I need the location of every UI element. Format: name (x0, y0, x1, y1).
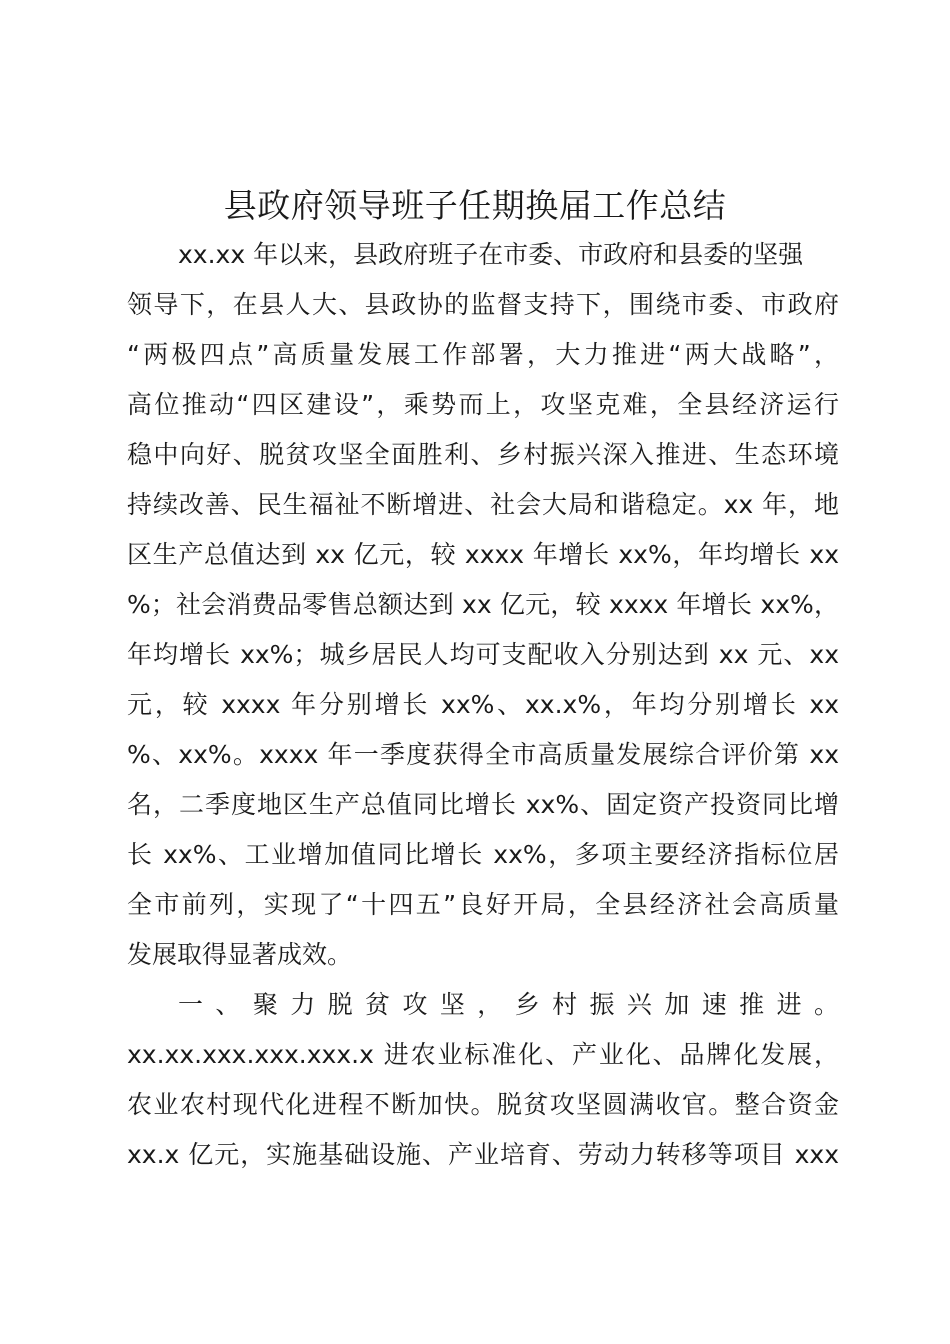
body-line: xx.xx 年以来，县政府班子在市委、市政府和县委的坚强 (178, 240, 804, 269)
body-line: “两极四点”高质量发展工作部署，大力推进“两大战略”， (127, 340, 839, 369)
body-line: 名，二季度地区生产总值同比增长 xx%、固定资产投资同比增 (127, 790, 839, 819)
body-line: 高位推动“四区建设”，乘势而上，攻坚克难，全县经济运行 (127, 390, 839, 419)
body-line: %；社会消费品零售总额达到 xx 亿元，较 xxxx 年增长 xx%， (127, 590, 839, 619)
body-line: xx.x 亿元，实施基础设施、产业培育、劳动力转移等项目 xxx (127, 1140, 839, 1169)
body-line: 农业农村现代化进程不断加快。脱贫攻坚圆满收官。整合资金 (127, 1090, 839, 1119)
body-line: 发展取得显著成效。 (127, 940, 353, 969)
document-title: 县政府领导班子任期换届工作总结 (223, 186, 727, 225)
body-line: 领导下，在县人大、县政协的监督支持下，围绕市委、市政府 (127, 290, 839, 319)
body-line: 年均增长 xx%；城乡居民人均可支配收入分别达到 xx 元、xx (127, 640, 839, 669)
document-body (127, 230, 839, 1180)
body-line: %、xx%。xxxx 年一季度获得全市高质量发展综合评价第 xx (127, 740, 839, 769)
body-line: 长 xx%、工业增加值同比增长 xx%，多项主要经济指标位居 (127, 840, 839, 869)
body-line: 全市前列，实现了“十四五”良好开局，全县经济社会高质量 (127, 890, 839, 919)
body-line: 区生产总值达到 xx 亿元，较 xxxx 年增长 xx%，年均增长 xx (127, 540, 839, 569)
body-line: 元，较 xxxx 年分别增长 xx%、xx.x%，年均分别增长 xx (127, 690, 839, 719)
section-heading: 一、聚力脱贫攻坚，乡村振兴加速推进。 (178, 990, 839, 1019)
body-line: 持续改善、民生福祉不断增进、社会大局和谐稳定。xx 年，地 (127, 490, 839, 519)
body-line: 稳中向好、脱贫攻坚全面胜利、乡村振兴深入推进、生态环境 (127, 440, 839, 469)
body-line: xx.xx.xxx.xxx.xxx.x 进农业标准化、产业化、品牌化发展， (127, 1040, 839, 1069)
